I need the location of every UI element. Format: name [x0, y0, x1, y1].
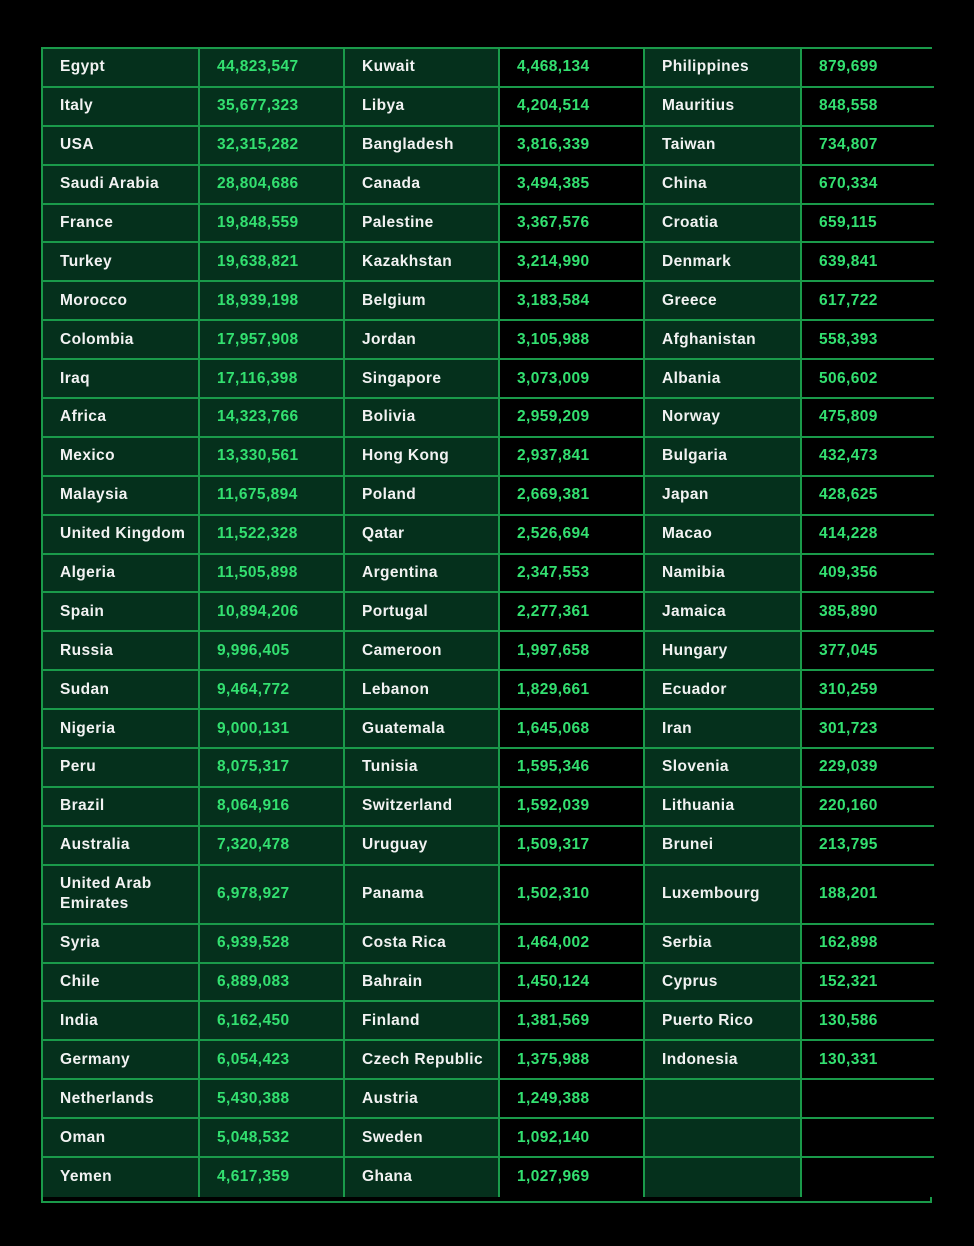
country-name-cell: Philippines: [645, 49, 802, 88]
country-value-cell: 1,502,310: [500, 866, 645, 925]
country-value-cell: 1,997,658: [500, 632, 645, 671]
country-value-cell: 2,277,361: [500, 593, 645, 632]
country-name-cell: Libya: [345, 88, 500, 127]
country-value-cell: 35,677,323: [200, 88, 345, 127]
country-name-cell: Guatemala: [345, 710, 500, 749]
country-name-cell: Mexico: [43, 438, 200, 477]
country-value-cell: 5,430,388: [200, 1080, 345, 1119]
country-name-cell: Australia: [43, 827, 200, 866]
country-name-cell: Uruguay: [345, 827, 500, 866]
country-value-cell: 6,162,450: [200, 1002, 345, 1041]
country-value-cell: 2,669,381: [500, 477, 645, 516]
country-value-cell: 11,675,894: [200, 477, 345, 516]
country-name-cell: Algeria: [43, 555, 200, 594]
country-value-cell: 9,464,772: [200, 671, 345, 710]
country-value-cell: 2,347,553: [500, 555, 645, 594]
country-name-cell: Namibia: [645, 555, 802, 594]
country-value-cell: 1,509,317: [500, 827, 645, 866]
country-value-cell: 188,201: [802, 866, 934, 925]
country-value-cell: 1,645,068: [500, 710, 645, 749]
country-value-cell: 848,558: [802, 88, 934, 127]
country-value-cell: 6,889,083: [200, 964, 345, 1003]
country-name-cell: Belgium: [345, 282, 500, 321]
country-name-cell: Bangladesh: [345, 127, 500, 166]
country-value-cell: 32,315,282: [200, 127, 345, 166]
country-name-cell: Finland: [345, 1002, 500, 1041]
country-value-cell: 7,320,478: [200, 827, 345, 866]
country-name-cell: Spain: [43, 593, 200, 632]
country-name-cell: Colombia: [43, 321, 200, 360]
country-name-cell: Albania: [645, 360, 802, 399]
country-name-cell: Peru: [43, 749, 200, 788]
country-value-cell: 1,450,124: [500, 964, 645, 1003]
country-name-cell: USA: [43, 127, 200, 166]
country-value-cell: 2,937,841: [500, 438, 645, 477]
country-value-cell: 2,526,694: [500, 516, 645, 555]
country-value-cell: 3,183,584: [500, 282, 645, 321]
country-name-cell: Japan: [645, 477, 802, 516]
country-name-cell: Sudan: [43, 671, 200, 710]
country-name-cell: Nigeria: [43, 710, 200, 749]
country-value-cell: 4,204,514: [500, 88, 645, 127]
country-value-cell: 432,473: [802, 438, 934, 477]
country-value-cell: 10,894,206: [200, 593, 345, 632]
country-name-cell: Canada: [345, 166, 500, 205]
country-name-cell: Ghana: [345, 1158, 500, 1197]
country-name-cell: Austria: [345, 1080, 500, 1119]
country-name-cell: Netherlands: [43, 1080, 200, 1119]
country-value-cell: 879,699: [802, 49, 934, 88]
country-name-cell: Palestine: [345, 205, 500, 244]
country-name-cell: United Kingdom: [43, 516, 200, 555]
country-name-cell: Singapore: [345, 360, 500, 399]
country-value-cell: 1,249,388: [500, 1080, 645, 1119]
country-name-cell: Taiwan: [645, 127, 802, 166]
country-value-cell: 130,586: [802, 1002, 934, 1041]
country-value-cell: [802, 1119, 934, 1158]
country-value-cell: 17,116,398: [200, 360, 345, 399]
country-value-cell: 9,996,405: [200, 632, 345, 671]
country-name-cell: Hungary: [645, 632, 802, 671]
country-name-cell: Greece: [645, 282, 802, 321]
country-value-cell: 301,723: [802, 710, 934, 749]
country-name-cell: Russia: [43, 632, 200, 671]
country-name-cell: China: [645, 166, 802, 205]
country-value-cell: 213,795: [802, 827, 934, 866]
country-name-cell: Portugal: [345, 593, 500, 632]
country-value-cell: 44,823,547: [200, 49, 345, 88]
country-name-cell: [645, 1119, 802, 1158]
country-name-cell: Saudi Arabia: [43, 166, 200, 205]
country-value-cell: 1,375,988: [500, 1041, 645, 1080]
country-name-cell: Costa Rica: [345, 925, 500, 964]
country-value-cell: 1,592,039: [500, 788, 645, 827]
country-name-cell: Luxembourg: [645, 866, 802, 925]
country-name-cell: [645, 1158, 802, 1197]
country-value-cell: 11,505,898: [200, 555, 345, 594]
country-name-cell: Brazil: [43, 788, 200, 827]
country-value-cell: 2,959,209: [500, 399, 645, 438]
country-name-cell: Denmark: [645, 243, 802, 282]
country-value-cell: 19,848,559: [200, 205, 345, 244]
country-value-cell: 4,617,359: [200, 1158, 345, 1197]
country-value-cell: 28,804,686: [200, 166, 345, 205]
country-value-cell: 734,807: [802, 127, 934, 166]
country-data-table: [41, 47, 932, 1203]
country-value-cell: 3,073,009: [500, 360, 645, 399]
country-name-cell: Yemen: [43, 1158, 200, 1197]
country-name-cell: Morocco: [43, 282, 200, 321]
country-name-cell: Oman: [43, 1119, 200, 1158]
country-name-cell: Lebanon: [345, 671, 500, 710]
country-name-cell: India: [43, 1002, 200, 1041]
country-name-cell: Argentina: [345, 555, 500, 594]
country-value-cell: 409,356: [802, 555, 934, 594]
country-value-cell: 428,625: [802, 477, 934, 516]
country-value-cell: 4,468,134: [500, 49, 645, 88]
country-name-cell: Germany: [43, 1041, 200, 1080]
country-value-cell: 13,330,561: [200, 438, 345, 477]
country-name-cell: Indonesia: [645, 1041, 802, 1080]
country-name-cell: Mauritius: [645, 88, 802, 127]
country-name-cell: Iraq: [43, 360, 200, 399]
country-value-cell: 9,000,131: [200, 710, 345, 749]
country-name-cell: Afghanistan: [645, 321, 802, 360]
country-value-cell: 8,075,317: [200, 749, 345, 788]
country-name-cell: Lithuania: [645, 788, 802, 827]
country-name-cell: Qatar: [345, 516, 500, 555]
country-value-cell: 1,595,346: [500, 749, 645, 788]
country-name-cell: Serbia: [645, 925, 802, 964]
country-value-cell: 1,027,969: [500, 1158, 645, 1197]
country-name-cell: Iran: [645, 710, 802, 749]
country-value-cell: 506,602: [802, 360, 934, 399]
country-name-cell: Puerto Rico: [645, 1002, 802, 1041]
country-value-cell: 3,214,990: [500, 243, 645, 282]
country-value-cell: 670,334: [802, 166, 934, 205]
country-name-cell: Kuwait: [345, 49, 500, 88]
country-name-cell: Sweden: [345, 1119, 500, 1158]
country-value-cell: 6,978,927: [200, 866, 345, 925]
country-name-cell: Croatia: [645, 205, 802, 244]
country-name-cell: Jamaica: [645, 593, 802, 632]
country-value-cell: 617,722: [802, 282, 934, 321]
country-value-cell: [802, 1080, 934, 1119]
country-name-cell: Ecuador: [645, 671, 802, 710]
country-value-cell: [802, 1158, 934, 1197]
country-name-cell: Slovenia: [645, 749, 802, 788]
country-name-cell: Cyprus: [645, 964, 802, 1003]
country-name-cell: Hong Kong: [345, 438, 500, 477]
country-value-cell: 130,331: [802, 1041, 934, 1080]
country-name-cell: Italy: [43, 88, 200, 127]
country-value-cell: 377,045: [802, 632, 934, 671]
country-value-cell: 5,048,532: [200, 1119, 345, 1158]
country-value-cell: 8,064,916: [200, 788, 345, 827]
country-value-cell: 1,464,002: [500, 925, 645, 964]
country-value-cell: 3,816,339: [500, 127, 645, 166]
country-value-cell: 17,957,908: [200, 321, 345, 360]
country-value-cell: 229,039: [802, 749, 934, 788]
country-value-cell: 14,323,766: [200, 399, 345, 438]
country-name-cell: Brunei: [645, 827, 802, 866]
country-name-cell: United Arab Emirates: [43, 866, 200, 925]
country-value-cell: 3,105,988: [500, 321, 645, 360]
country-name-cell: Chile: [43, 964, 200, 1003]
country-value-cell: 558,393: [802, 321, 934, 360]
country-value-cell: 19,638,821: [200, 243, 345, 282]
country-name-cell: Jordan: [345, 321, 500, 360]
country-name-cell: Bolivia: [345, 399, 500, 438]
country-value-cell: 152,321: [802, 964, 934, 1003]
country-name-cell: Bahrain: [345, 964, 500, 1003]
country-name-cell: Malaysia: [43, 477, 200, 516]
country-value-cell: 162,898: [802, 925, 934, 964]
country-name-cell: Czech Republic: [345, 1041, 500, 1080]
country-name-cell: Africa: [43, 399, 200, 438]
country-name-cell: Norway: [645, 399, 802, 438]
country-value-cell: 6,939,528: [200, 925, 345, 964]
country-value-cell: 6,054,423: [200, 1041, 345, 1080]
country-value-cell: 1,092,140: [500, 1119, 645, 1158]
country-value-cell: 11,522,328: [200, 516, 345, 555]
country-value-cell: 310,259: [802, 671, 934, 710]
country-name-cell: Turkey: [43, 243, 200, 282]
country-value-cell: 659,115: [802, 205, 934, 244]
country-name-cell: Cameroon: [345, 632, 500, 671]
country-value-cell: 220,160: [802, 788, 934, 827]
country-name-cell: Bulgaria: [645, 438, 802, 477]
country-name-cell: Panama: [345, 866, 500, 925]
country-name-cell: Macao: [645, 516, 802, 555]
country-value-cell: 3,367,576: [500, 205, 645, 244]
country-value-cell: 414,228: [802, 516, 934, 555]
country-value-cell: 639,841: [802, 243, 934, 282]
country-name-cell: [645, 1080, 802, 1119]
country-name-cell: Poland: [345, 477, 500, 516]
country-name-cell: France: [43, 205, 200, 244]
country-value-cell: 475,809: [802, 399, 934, 438]
country-name-cell: Kazakhstan: [345, 243, 500, 282]
country-value-cell: 1,381,569: [500, 1002, 645, 1041]
country-name-cell: Tunisia: [345, 749, 500, 788]
country-value-cell: 18,939,198: [200, 282, 345, 321]
country-value-cell: 385,890: [802, 593, 934, 632]
country-name-cell: Syria: [43, 925, 200, 964]
country-name-cell: Switzerland: [345, 788, 500, 827]
country-value-cell: 3,494,385: [500, 166, 645, 205]
country-name-cell: Egypt: [43, 49, 200, 88]
country-value-cell: 1,829,661: [500, 671, 645, 710]
